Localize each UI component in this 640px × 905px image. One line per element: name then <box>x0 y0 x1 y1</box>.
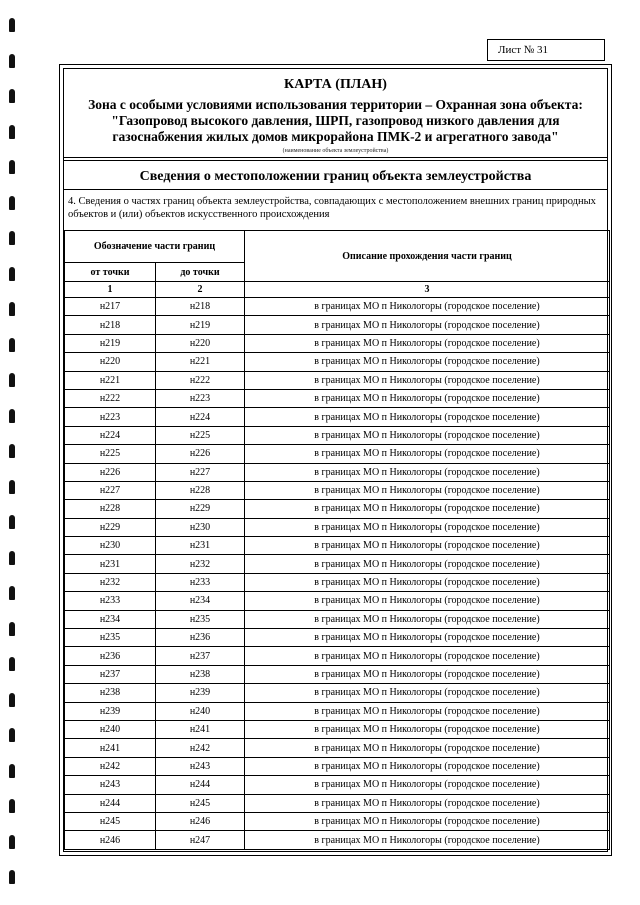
sheet-number: Лист № 31 <box>498 44 549 56</box>
from-point-cell: н234 <box>65 610 156 628</box>
document-frame-inner <box>63 68 608 852</box>
from-point-cell: н222 <box>65 389 156 407</box>
binding-hole-icon <box>9 728 15 742</box>
description-cell: в границах МО п Никологоры (городское поселение) <box>245 647 610 665</box>
from-point-cell: н238 <box>65 684 156 702</box>
description-cell: в границах МО п Никологоры (городское поселение) <box>245 812 610 830</box>
table-row <box>65 500 610 518</box>
to-point-cell: н232 <box>156 555 245 573</box>
to-point-cell: н226 <box>156 445 245 463</box>
description-cell: в границах МО п Никологоры (городское поселение) <box>245 629 610 647</box>
table-row <box>65 776 610 794</box>
from-point-cell: н217 <box>65 298 156 316</box>
from-point-cell: н233 <box>65 592 156 610</box>
description-cell: в границах МО п Никологоры (городское поселение) <box>245 445 610 463</box>
header-to-point: до точки <box>156 263 245 282</box>
table-row <box>65 665 610 683</box>
binding-hole-icon <box>9 444 15 458</box>
description-cell: в границах МО п Никологоры (городское поселение) <box>245 298 610 316</box>
table-row <box>65 629 610 647</box>
to-point-cell: н231 <box>156 537 245 555</box>
binding-hole-icon <box>9 764 15 778</box>
description-cell: в границах МО п Никологоры (городское поселение) <box>245 518 610 536</box>
description-cell: в границах МО п Никологоры (городское поселение) <box>245 426 610 444</box>
to-point-cell: н246 <box>156 812 245 830</box>
from-point-cell: н223 <box>65 408 156 426</box>
table-row <box>65 592 610 610</box>
from-point-cell: н239 <box>65 702 156 720</box>
to-point-cell: н223 <box>156 389 245 407</box>
table-row <box>65 537 610 555</box>
description-cell: в границах МО п Никологоры (городское поселение) <box>245 794 610 812</box>
binding-hole-icon <box>9 373 15 387</box>
table-row <box>65 334 610 352</box>
table-row <box>65 647 610 665</box>
from-point-cell: н242 <box>65 757 156 775</box>
to-point-cell: н241 <box>156 720 245 738</box>
to-point-cell: н221 <box>156 353 245 371</box>
binding-hole-icon <box>9 196 15 210</box>
to-point-cell: н230 <box>156 518 245 536</box>
description-cell: в границах МО п Никологоры (городское поселение) <box>245 463 610 481</box>
description-cell: в границах МО п Никологоры (городское поселение) <box>245 555 610 573</box>
to-point-cell: н218 <box>156 298 245 316</box>
table-row <box>65 831 610 849</box>
description-cell: в границах МО п Никологоры (городское поселение) <box>245 334 610 352</box>
header-description: Описание прохождения части границ <box>245 231 610 282</box>
description-cell: в границах МО п Никологоры (городское поселение) <box>245 408 610 426</box>
binding-hole-icon <box>9 870 15 884</box>
from-point-cell: н230 <box>65 537 156 555</box>
binding-hole-icon <box>9 18 15 32</box>
binding-hole-icon <box>9 338 15 352</box>
table-row <box>65 389 610 407</box>
description-cell: в границах МО п Никологоры (городское поселение) <box>245 500 610 518</box>
binding-hole-icon <box>9 693 15 707</box>
header-from-point: от точки <box>65 263 156 282</box>
table-row <box>65 739 610 757</box>
from-point-cell: н219 <box>65 334 156 352</box>
table-row <box>65 555 610 573</box>
table-row <box>65 445 610 463</box>
description-cell: в границах МО п Никологоры (городское поселение) <box>245 592 610 610</box>
table-row <box>65 408 610 426</box>
section-title: Сведения о местоположении границ объекта землеустройства <box>139 169 532 184</box>
description-cell: в границах МО п Никологоры (городское поселение) <box>245 610 610 628</box>
to-point-cell: н233 <box>156 573 245 591</box>
description-cell: в границах МО п Никологоры (городское поселение) <box>245 757 610 775</box>
to-point-cell: н227 <box>156 463 245 481</box>
from-point-cell: н225 <box>65 445 156 463</box>
section-divider <box>64 189 607 190</box>
sheet-number-box <box>487 39 605 61</box>
description-cell: в границах МО п Никологоры (городское поселение) <box>245 702 610 720</box>
binding-hole-icon <box>9 586 15 600</box>
from-point-cell: н244 <box>65 794 156 812</box>
to-point-cell: н247 <box>156 831 245 849</box>
to-point-cell: н229 <box>156 500 245 518</box>
table-row <box>65 316 610 334</box>
to-point-cell: н225 <box>156 426 245 444</box>
column-number: 1 <box>65 282 156 298</box>
table-row <box>65 684 610 702</box>
binding-hole-icon <box>9 302 15 316</box>
binding-hole-icon <box>9 657 15 671</box>
header-divider-double <box>64 160 607 161</box>
object-name-caption: (наименование объекта землеустройства) <box>282 148 389 154</box>
to-point-cell: н220 <box>156 334 245 352</box>
to-point-cell: н222 <box>156 371 245 389</box>
from-point-cell: н241 <box>65 739 156 757</box>
table-row <box>65 481 610 499</box>
description-cell: в границах МО п Никологоры (городское поселение) <box>245 353 610 371</box>
from-point-cell: н246 <box>65 831 156 849</box>
binding-hole-icon <box>9 231 15 245</box>
from-point-cell: н231 <box>65 555 156 573</box>
binding-hole-icon <box>9 622 15 636</box>
boundary-parts-table <box>64 230 610 850</box>
description-cell: в границах МО п Никологоры (городское поселение) <box>245 739 610 757</box>
to-point-cell: н235 <box>156 610 245 628</box>
table-row <box>65 353 610 371</box>
table-row <box>65 610 610 628</box>
zone-description: Зона с особыми условиями использования территории – Охранная зона объекта: "Газопровод высокого давления, ШРП, газопровод низкого давления для газоснабжения жилых домов микрорайона ПМК-2 и агрегатного завода" <box>88 97 583 144</box>
table-row <box>65 371 610 389</box>
table-row <box>65 812 610 830</box>
from-point-cell: н235 <box>65 629 156 647</box>
from-point-cell: н224 <box>65 426 156 444</box>
table-row <box>65 573 610 591</box>
from-point-cell: н228 <box>65 500 156 518</box>
from-point-cell: н237 <box>65 665 156 683</box>
binding-hole-icon <box>9 54 15 68</box>
description-cell: в границах МО п Никологоры (городское поселение) <box>245 389 610 407</box>
from-point-cell: н227 <box>65 481 156 499</box>
from-point-cell: н232 <box>65 573 156 591</box>
binding-hole-icon <box>9 160 15 174</box>
table-row <box>65 757 610 775</box>
from-point-cell: н243 <box>65 776 156 794</box>
description-cell: в границах МО п Никологоры (городское поселение) <box>245 316 610 334</box>
to-point-cell: н238 <box>156 665 245 683</box>
from-point-cell: н218 <box>65 316 156 334</box>
description-cell: в границах МО п Никологоры (городское поселение) <box>245 831 610 849</box>
to-point-cell: н244 <box>156 776 245 794</box>
to-point-cell: н228 <box>156 481 245 499</box>
binding-hole-icon <box>9 515 15 529</box>
description-cell: в границах МО п Никологоры (городское поселение) <box>245 481 610 499</box>
table-row <box>65 702 610 720</box>
to-point-cell: н236 <box>156 629 245 647</box>
from-point-cell: н226 <box>65 463 156 481</box>
binding-hole-icon <box>9 267 15 281</box>
description-cell: в границах МО п Никологоры (городское поселение) <box>245 720 610 738</box>
map-title: КАРТА (ПЛАН) <box>284 77 387 92</box>
header-divider <box>64 157 607 158</box>
binding-hole-icon <box>9 799 15 813</box>
to-point-cell: н245 <box>156 794 245 812</box>
binding-hole-icon <box>9 835 15 849</box>
to-point-cell: н237 <box>156 647 245 665</box>
description-cell: в границах МО п Никологоры (городское поселение) <box>245 665 610 683</box>
binding-hole-icon <box>9 409 15 423</box>
table-row <box>65 463 610 481</box>
description-cell: в границах МО п Никологоры (городское поселение) <box>245 537 610 555</box>
description-cell: в границах МО п Никологоры (городское поселение) <box>245 371 610 389</box>
table-row <box>65 518 610 536</box>
description-cell: в границах МО п Никологоры (городское поселение) <box>245 776 610 794</box>
binding-hole-icon <box>9 551 15 565</box>
header-boundary-designation: Обозначение части границ <box>65 231 245 263</box>
from-point-cell: н236 <box>65 647 156 665</box>
to-point-cell: н242 <box>156 739 245 757</box>
column-number: 2 <box>156 282 245 298</box>
table-row <box>65 426 610 444</box>
description-cell: в границах МО п Никологоры (городское поселение) <box>245 684 610 702</box>
binding-hole-icon <box>9 480 15 494</box>
table-row <box>65 720 610 738</box>
to-point-cell: н219 <box>156 316 245 334</box>
to-point-cell: н240 <box>156 702 245 720</box>
from-point-cell: н245 <box>65 812 156 830</box>
from-point-cell: н220 <box>65 353 156 371</box>
column-number: 3 <box>245 282 610 298</box>
binding-hole-icon <box>9 89 15 103</box>
to-point-cell: н224 <box>156 408 245 426</box>
table-row <box>65 794 610 812</box>
from-point-cell: н221 <box>65 371 156 389</box>
section-note: 4. Сведения о частях границ объекта землеустройства, совпадающих с местоположением внешних границ природных объектов и (или) объектов искусственного происхождения <box>68 196 596 220</box>
table-row <box>65 298 610 316</box>
from-point-cell: н229 <box>65 518 156 536</box>
binding-hole-icon <box>9 125 15 139</box>
from-point-cell: н240 <box>65 720 156 738</box>
to-point-cell: н243 <box>156 757 245 775</box>
binding-holes <box>0 0 22 905</box>
description-cell: в границах МО п Никологоры (городское поселение) <box>245 573 610 591</box>
to-point-cell: н239 <box>156 684 245 702</box>
to-point-cell: н234 <box>156 592 245 610</box>
document-frame <box>59 64 612 856</box>
